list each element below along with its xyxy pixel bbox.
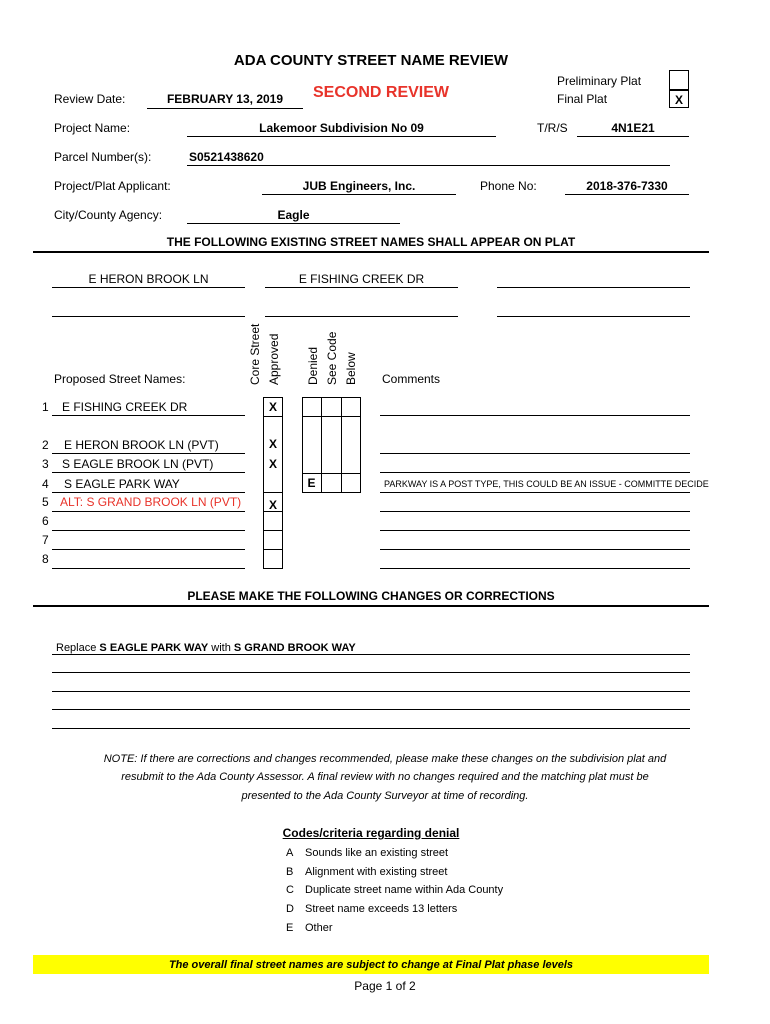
comments-label: Comments <box>382 372 441 386</box>
review-date-label: Review Date: <box>54 92 126 106</box>
code-e-text: Other <box>305 922 333 934</box>
project-name-label: Project Name: <box>54 121 131 135</box>
row-4-comment[interactable]: PARKWAY IS A POST TYPE, THIS COULD BE AN ISSUE - COMMITTE DECIDE <box>384 479 709 489</box>
row-6-number: 6 <box>42 514 49 528</box>
code-a-text: Sounds like an existing street <box>305 847 449 859</box>
row-3-number: 3 <box>42 457 49 471</box>
existing-street-2[interactable]: E FISHING CREEK DR <box>298 272 425 286</box>
row-2-number: 2 <box>42 438 49 452</box>
row-2-street[interactable]: E HERON BROOK LN (PVT) <box>64 438 219 452</box>
codes-heading: Codes/criteria regarding denial <box>282 826 460 840</box>
phone-value[interactable]: 2018-376-7330 <box>586 179 668 193</box>
project-name-value[interactable]: Lakemoor Subdivision No 09 <box>259 121 424 135</box>
code-d-letter: D <box>286 903 294 915</box>
final-plat-label: Final Plat <box>557 92 608 106</box>
agency-value[interactable]: Eagle <box>277 208 310 222</box>
row-2-approved-mark[interactable]: X <box>268 437 277 451</box>
code-e-letter: E <box>286 922 294 934</box>
applicant-label: Project/Plat Applicant: <box>54 179 171 193</box>
agency-label: City/County Agency: <box>54 208 163 222</box>
approved-column <box>263 397 283 569</box>
page-title: ADA COUNTY STREET NAME REVIEW <box>233 52 509 69</box>
code-b-text: Alignment with existing street <box>305 866 448 878</box>
row-7-number: 7 <box>42 533 49 547</box>
proposed-streets-label: Proposed Street Names: <box>54 372 186 386</box>
row-1-approved-mark[interactable]: X <box>268 400 277 414</box>
code-b-letter: B <box>286 866 294 878</box>
existing-streets-heading: THE FOLLOWING EXISTING STREET NAMES SHALL APPEAR ON PLAT <box>166 235 576 249</box>
row-3-street[interactable]: S EAGLE BROOK LN (PVT) <box>62 457 214 471</box>
page-number: Page 1 of 2 <box>354 979 416 993</box>
row-4-number: 4 <box>42 477 49 491</box>
banner-text: The overall final street names are subject to change at Final Plat phase levels <box>168 959 574 971</box>
change-line-5[interactable] <box>52 728 690 729</box>
row-4-code-mark[interactable]: E <box>307 476 316 490</box>
parcel-value[interactable]: S0521438620 <box>189 150 264 164</box>
final-plat-checkbox[interactable] <box>669 90 689 108</box>
code-c-text: Duplicate street name within Ada County <box>305 884 504 896</box>
note-line-1: NOTE: If there are corrections and changes recommended, please make these changes on the subdivision plat and <box>103 753 667 765</box>
row-1-street[interactable]: E FISHING CREEK DR <box>62 400 188 414</box>
existing-street-1[interactable]: E HERON BROOK LN <box>88 272 209 286</box>
changes-heading: PLEASE MAKE THE FOLLOWING CHANGES OR CORRECTIONS <box>187 589 555 603</box>
row-1-number: 1 <box>42 400 49 414</box>
note-line-2: resubmit to the Ada County Assessor. A final review with no changes required and the matching plat must be <box>121 771 649 783</box>
row-8-number: 8 <box>42 552 49 566</box>
change-line-2[interactable] <box>52 672 690 673</box>
approved-header: Approved <box>267 333 281 385</box>
row-3-approved-mark[interactable]: X <box>268 457 277 471</box>
review-date-value[interactable]: FEBRUARY 13, 2019 <box>166 92 284 106</box>
applicant-value[interactable]: JUB Engineers, Inc. <box>302 179 416 193</box>
parcel-label: Parcel Number(s): <box>54 150 152 164</box>
final-plat-banner <box>33 955 709 974</box>
change-line-3[interactable] <box>52 691 690 692</box>
note-line-3: presented to the Ada County Surveyor at time of recording. <box>241 790 529 802</box>
preliminary-plat-checkbox[interactable] <box>669 70 689 90</box>
below-header: Below <box>344 352 358 385</box>
see-code-header: See Code <box>325 331 339 385</box>
trs-label: T/R/S <box>537 121 568 135</box>
row-5-approved-mark[interactable]: X <box>268 498 277 512</box>
row-5-number: 5 <box>42 495 49 509</box>
row-5-street[interactable]: ALT: S GRAND BROOK LN (PVT) <box>60 495 242 509</box>
preliminary-plat-label: Preliminary Plat <box>557 74 642 88</box>
row-4-street[interactable]: S EAGLE PARK WAY <box>64 477 180 491</box>
trs-value[interactable]: 4N1E21 <box>611 121 655 135</box>
code-c-letter: C <box>286 884 294 896</box>
second-review-stamp: SECOND REVIEW <box>313 84 450 101</box>
code-d-text: Street name exceeds 13 letters <box>305 903 458 915</box>
phone-label: Phone No: <box>480 179 537 193</box>
denied-header: Denied <box>306 346 320 385</box>
core-street-header: Core Street <box>248 323 262 385</box>
code-a-letter: A <box>286 847 294 859</box>
change-line-4[interactable] <box>52 709 690 710</box>
final-plat-mark: X <box>674 93 683 107</box>
change-line-1[interactable]: Replace S EAGLE PARK WAY with S GRAND BROOK WAY <box>56 642 356 654</box>
